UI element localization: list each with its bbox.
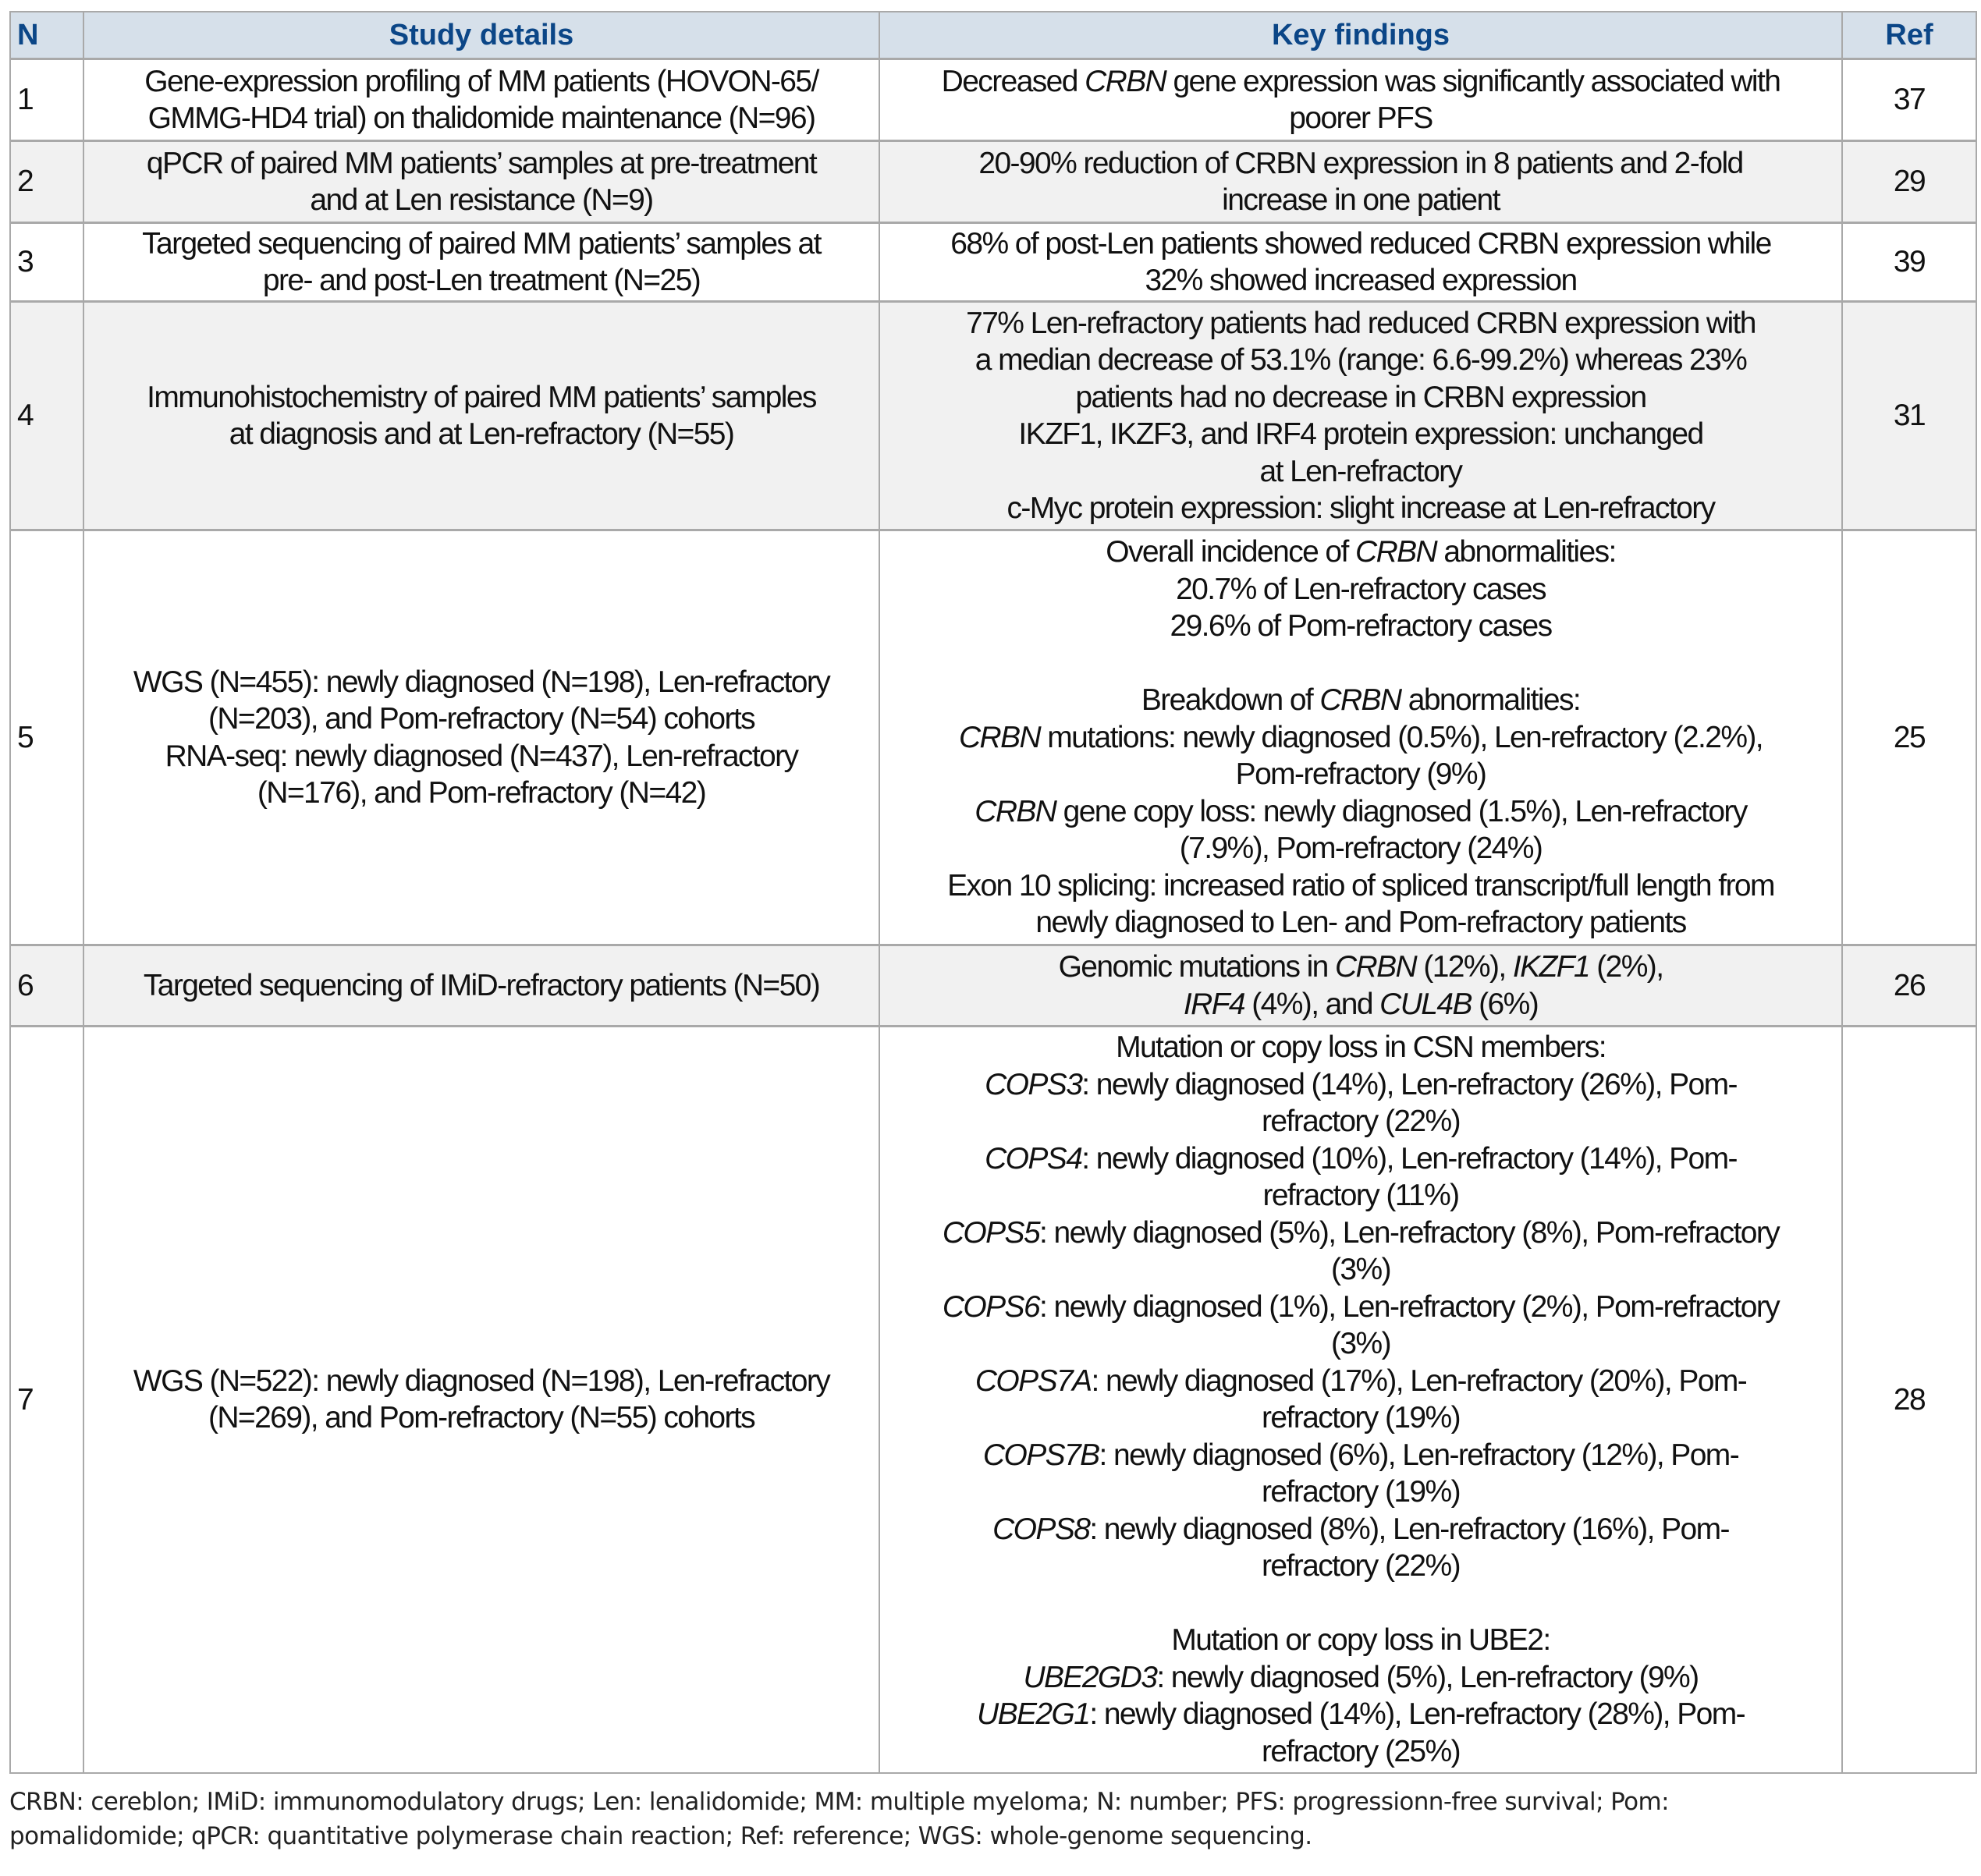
study-details-cell [83,945,879,1027]
table-row [10,223,1976,302]
key-findings-cell [879,223,1842,302]
finding-line: poorer PFS [1289,101,1432,135]
finding-line: Decreased CRBN gene expression was significantly associated with [941,64,1780,98]
study-line: Targeted sequencing of IMiD-refractory patients (N=50) [143,968,820,1002]
study-line: Gene-expression profiling of MM patients (HOVON-65/ [144,64,818,98]
finding-line: 77% Len-refractory patients had reduced CRBN expression with [966,306,1756,340]
gene-name: COPS8 [992,1512,1090,1546]
gene-name: CRBN [1334,950,1417,984]
finding-line: refractory (19%) [1262,1475,1460,1509]
study-line: Targeted sequencing of paired MM patients’ samples at [142,226,821,261]
gene-name: COPS7A [975,1364,1092,1398]
table-row [10,141,1976,223]
finding-line: COPS7B: newly diagnosed (6%), Len-refractory (12%), Pom- [982,1438,1739,1472]
finding-line: (7.9%), Pom-refractory (24%) [1179,832,1543,866]
study-line: and at Len resistance (N=9) [310,183,653,217]
row-number: 3 [10,223,83,302]
study-details-cell [83,1027,879,1773]
finding-line [885,645,1837,683]
key-findings-cell [879,945,1842,1027]
finding-line: at Len-refractory [1259,454,1462,488]
finding-line: refractory (11%) [1262,1179,1459,1213]
finding-line: 29.6% of Pom-refractory cases [1170,609,1552,644]
finding-line: 32% showed increased expression [1145,264,1577,297]
ref-cell: 39 [1842,223,1976,302]
finding-line: Mutation or copy loss in UBE2: [1171,1623,1550,1658]
study-line: at diagnosis and at Len-refractory (N=55) [229,417,734,451]
gene-name: COPS3 [985,1067,1082,1101]
table-row [10,945,1976,1027]
gene-name: IKZF1 [1512,950,1590,984]
ref-cell: 25 [1842,530,1976,945]
gene-name: COPS7B [982,1438,1099,1472]
table-row [10,302,1976,530]
finding-line: Exon 10 splicing: increased ratio of spliced transcript/full length from [947,868,1774,903]
gene-name: CUL4B [1379,987,1472,1021]
footnote-line: CRBN: cereblon; IMiD: immunomodulatory drugs; Len: lenalidomide; MM: multiple myeloma; N: number; PFS: progressionn-free survival; Pom: [9,1788,1669,1816]
finding-line: c-Myc protein expression: slight increase at Len-refractory [1006,491,1715,525]
finding-line: CRBN gene copy loss: newly diagnosed (1.5%), Len-refractory [975,794,1747,828]
key-findings-cell [879,59,1842,141]
finding-line: Genomic mutations in CRBN (12%), IKZF1 (2%), [1058,950,1663,984]
study-details-cell [83,223,879,302]
row-number: 2 [10,141,83,223]
ref-cell: 37 [1842,59,1976,141]
gene-name: CRBN [1355,535,1437,569]
key-findings-cell [879,302,1842,530]
gene-name: UBE2G1 [977,1697,1090,1732]
gene-name: COPS5 [942,1215,1040,1250]
gene-name: CRBN [1085,64,1166,98]
footnote-line: pomalidomide; qPCR: quantitative polymerase chain reaction; Ref: reference; WGS: whole-genome sequencing. [9,1822,1312,1850]
study-details-cell [83,302,879,530]
study-line: pre- and post-Len treatment (N=25) [262,264,701,297]
finding-line: refractory (19%) [1262,1401,1460,1435]
finding-line: patients had no decrease in CRBN expression [1075,380,1646,414]
finding-line: refractory (22%) [1262,1549,1460,1583]
finding-line: Pom-refractory (9%) [1235,757,1486,792]
gene-name: CRBN [975,794,1056,828]
finding-line: 68% of post-Len patients showed reduced CRBN expression while [950,226,1771,261]
gene-name: UBE2GD3 [1023,1660,1157,1694]
finding-line: COPS6: newly diagnosed (1%), Len-refractory (2%), Pom-refractory [942,1289,1780,1324]
row-number: 6 [10,945,83,1027]
key-findings-cell [879,141,1842,223]
study-line: RNA-seq: newly diagnosed (N=437), Len-refractory [165,739,798,773]
gene-name: COPS6 [942,1289,1040,1324]
finding-line: increase in one patient [1222,183,1500,217]
table-footnote [9,1785,1976,1853]
header-key-findings: Key findings [879,12,1842,59]
finding-line: newly diagnosed to Len- and Pom-refractory patients [1035,906,1686,940]
gene-name: COPS4 [985,1141,1082,1176]
ref-cell: 29 [1842,141,1976,223]
finding-line: refractory (22%) [1262,1105,1460,1139]
gene-name: IRF4 [1183,987,1245,1021]
finding-line: COPS3: newly diagnosed (14%), Len-refractory (26%), Pom- [985,1067,1737,1101]
table-body [10,59,1976,1773]
finding-line: COPS8: newly diagnosed (8%), Len-refractory (16%), Pom- [992,1512,1729,1546]
key-findings-cell [879,530,1842,945]
finding-line: 20.7% of Len-refractory cases [1176,572,1546,606]
finding-line: UBE2G1: newly diagnosed (14%), Len-refractory (28%), Pom- [977,1697,1745,1732]
table-row [10,530,1976,945]
study-line: (N=269), and Pom-refractory (N=55) cohorts [208,1401,755,1435]
finding-line: 20-90% reduction of CRBN expression in 8 patients and 2-fold [978,146,1743,180]
row-number: 5 [10,530,83,945]
study-details-cell [83,530,879,945]
ref-cell: 28 [1842,1027,1976,1773]
row-number: 7 [10,1027,83,1773]
study-details-cell [83,59,879,141]
finding-line: Breakdown of CRBN abnormalities: [1141,683,1581,718]
study-line: qPCR of paired MM patients’ samples at pre-treatment [146,146,817,180]
finding-line [885,1585,1837,1622]
finding-line: CRBN mutations: newly diagnosed (0.5%), Len-refractory (2.2%), [958,720,1763,754]
study-line: WGS (N=455): newly diagnosed (N=198), Len-refractory [133,665,830,699]
finding-line: IKZF1, IKZF3, and IRF4 protein expression: unchanged [1018,417,1703,451]
finding-line: a median decrease of 53.1% (range: 6.6-99.2%) whereas 23% [975,343,1747,377]
study-line: (N=176), and Pom-refractory (N=42) [257,776,706,810]
header-n: N [10,12,83,59]
finding-line: (3%) [1331,1327,1390,1361]
finding-line: Mutation or copy loss in CSN members: [1116,1030,1606,1065]
table-row [10,59,1976,141]
finding-line: COPS5: newly diagnosed (5%), Len-refractory (8%), Pom-refractory [942,1215,1780,1250]
table-header-row [10,12,1976,59]
finding-line: refractory (25%) [1262,1734,1460,1768]
finding-line: COPS4: newly diagnosed (10%), Len-refractory (14%), Pom- [985,1141,1737,1176]
header-ref: Ref [1842,12,1976,59]
key-findings-cell [879,1027,1842,1773]
study-details-cell [83,141,879,223]
ref-cell: 31 [1842,302,1976,530]
study-line: GMMG-HD4 trial) on thalidomide maintenance (N=96) [147,101,815,135]
table-row [10,1027,1976,1773]
header-study-details: Study details [83,12,879,59]
finding-line: (3%) [1331,1253,1390,1287]
finding-line: UBE2GD3: newly diagnosed (5%), Len-refractory (9%) [1023,1660,1699,1694]
finding-line: IRF4 (4%), and CUL4B (6%) [1183,987,1539,1021]
finding-line: Overall incidence of CRBN abnormalities: [1106,535,1616,569]
findings-table [9,11,1977,1774]
gene-name: CRBN [1319,683,1401,718]
study-line: (N=203), and Pom-refractory (N=54) cohorts [208,702,755,736]
finding-line: COPS7A: newly diagnosed (17%), Len-refractory (20%), Pom- [975,1364,1747,1398]
row-number: 4 [10,302,83,530]
row-number: 1 [10,59,83,141]
study-line: Immunohistochemistry of paired MM patients’ samples [147,380,816,414]
study-line: WGS (N=522): newly diagnosed (N=198), Len-refractory [133,1364,830,1398]
gene-name: CRBN [958,720,1041,754]
ref-cell: 26 [1842,945,1976,1027]
